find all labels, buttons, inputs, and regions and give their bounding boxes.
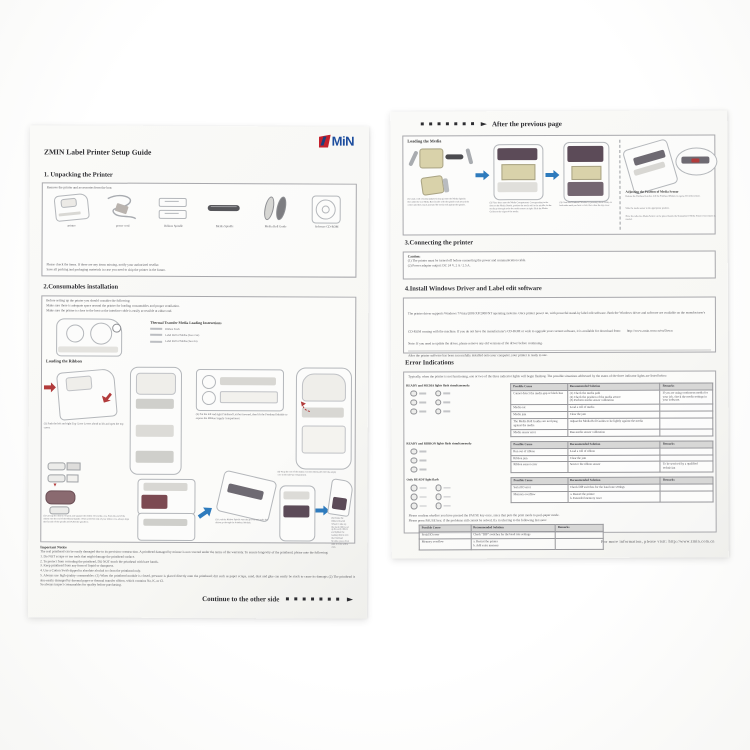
- table-header-cell: Recommended Solution: [567, 441, 660, 448]
- final-error-table: [419, 524, 604, 550]
- item-label: Ribbon Spindle: [164, 223, 184, 228]
- table-cell: a. Restart the printer b. Add extra memory: [471, 539, 556, 550]
- pause-line: Please press PAUSE key; if the problems still cannot be solved, fix it referring to the following list soon:: [408, 517, 547, 523]
- dotted-arrow-icon: ▪ ▪ ▪ ▪ ▪ ▪ ▪: [285, 595, 341, 603]
- unpacking-item: [100, 192, 146, 227]
- table-cell: [660, 418, 713, 429]
- legend-label: Label Roll of Media (Face In): [165, 339, 198, 343]
- item-label: Software CD-ROM: [314, 224, 339, 229]
- caution-box: [403, 250, 716, 279]
- error-table-1: [510, 382, 713, 437]
- consumables-note: Make sure the printer is close to the host so the interface cable is easily accessible at either end.: [46, 307, 173, 313]
- unpacking-items: [43, 190, 356, 228]
- red-dashed-arrow-icon: [300, 401, 312, 413]
- table-cell: [661, 491, 714, 502]
- ribbon-step-caption: (2) Put the left and right Printhead Latches forward, then lift the Printhead Module to expose the Ribbon Supply Compartment.: [195, 412, 288, 420]
- adjusting-line: Slide the media sensor to the appropriate position.: [625, 207, 670, 210]
- error-table: [419, 524, 604, 550]
- item-label: Media Roll Guide: [264, 224, 287, 229]
- table-cell: Ribbon jam: [511, 455, 568, 462]
- arrow-head-icon: ►: [346, 594, 354, 604]
- ribbon-spindle-icon: [151, 193, 197, 223]
- blue-arrow-icon: [196, 503, 215, 521]
- notice-line: So always inspect consumables for quality before purchasing.: [40, 582, 122, 588]
- notice-line: 5. Always use high quality consumables: (1) When the printhead module is closed, pressure is placed directly onto the printhead; dirt such as paper scraps, sand, dust and glue can easily be stuck to cause its damage; (2) The printhead is also easily damaged by thermal paper or thermal transfer ribbon, which contains Na, K, or Cl.: [40, 573, 356, 583]
- error-table-2: [510, 440, 713, 473]
- table-header-cell: Remarks: [660, 477, 713, 484]
- table-cell: Media sensor error: [511, 429, 568, 436]
- table-cell: Media jam: [511, 412, 568, 419]
- error-group: [404, 440, 715, 474]
- media-sensor-diagram: [403, 135, 714, 136]
- table-cell: Clear the jam: [567, 411, 660, 418]
- ribbon-step-caption: (3) Unwrap the ribbon roll pack and separate the ribbon roll and the core. Stick the end of the ribbon onto the end of the Ribbon Spindle. When at the flat side of your ribbon core, always align the flat side of the spindle and PUSH the spindle in.: [43, 515, 129, 524]
- adjusting-line: Note: the reflective Media Sensor can be placed beside the Transmissive Media Sensor if movement is needed.: [625, 215, 716, 221]
- legend-label: Ribbon Stock: [165, 327, 180, 331]
- error-table: [510, 440, 713, 473]
- driver-note: Note: If you need to update the driver, please remove any old versions of the driver before continuing.: [408, 341, 543, 346]
- table-header-cell: Possible Cause: [511, 383, 568, 390]
- download-url: http://www.zmin.com.cn/en/Down: [626, 328, 673, 333]
- ribbon-step-caption: (6) Rotate the Ribbon Rewind Wheel to take up the slack ribbon, set up the early ribbon and tighten the leading ribbon onto the Printhead Module; press down until it locks with a click.: [331, 517, 350, 549]
- important-notice: [40, 545, 355, 588]
- table-cell: Clear the jam: [567, 455, 660, 462]
- table-row: [511, 491, 713, 502]
- table-header-cell: Recommended Solution: [567, 383, 660, 390]
- red-arrow-icon: [102, 393, 112, 403]
- section4-heading: 4.Install Windows Driver and Label edit software: [404, 285, 542, 293]
- page-title: ZMIN Label Printer Setup Guide: [43, 147, 152, 157]
- loading-media-title: Loading the Media: [407, 138, 442, 144]
- notice-line: 1. Do NOT scrape or use tools that might damage the printhead surface.: [40, 554, 136, 559]
- setup-guide-page-front: [28, 125, 369, 618]
- item-label: power cord: [115, 223, 130, 228]
- section1-heading: 1. Unpacking the Printer: [43, 171, 113, 179]
- error-group: [404, 477, 715, 510]
- driver-after: After the printer software has been successfully installed onto your computer, your printer is ready to use.: [408, 349, 711, 358]
- table-row: [511, 461, 713, 472]
- errors-heading: Error Indications: [405, 359, 454, 367]
- table-cell: If you are using continuous media for your job, check the media settings in your software.: [660, 390, 713, 405]
- table-cell: [660, 429, 713, 436]
- media-legend: [150, 321, 221, 344]
- consumables-note: Make sure there is adequate space around the printer for loading consumables and proper ventilation.: [46, 303, 180, 308]
- continue-footer: [202, 594, 353, 604]
- consumables-note: Before setting up the printer you should consider the following:: [46, 298, 131, 303]
- notice-line: The real printhead can be easily damaged due to its precision construction. A printhead damaged by misuse is not covered under the terms of the warranty. To ensure longevity of the printhead, please note the following:: [40, 549, 329, 555]
- section3-heading: 3.Connecting the printer: [404, 239, 474, 247]
- blue-arrow-icon: [545, 170, 559, 180]
- table-cell: Memory overflow: [511, 491, 568, 502]
- adjusting-line: Release the Printhead Latches. Lift the Printhead Module to expose the media sensor.: [625, 195, 701, 198]
- section2-heading: 2.Consumables installation: [43, 283, 119, 291]
- table-cell: Cannot detect the media gap or black line: [511, 390, 568, 405]
- indicator-lights-icon: [410, 390, 504, 415]
- table-cell: (1) Check the media path (2) Check the position of the media sensor (3) Perform media sensor calibration: [567, 390, 660, 405]
- unpacking-box: [41, 182, 356, 277]
- software-cd-icon: [304, 193, 350, 223]
- caution-title: Caution:: [407, 254, 421, 259]
- table-header-cell: Remarks: [660, 383, 713, 390]
- media-step1-diagram: [403, 135, 714, 136]
- table-row: [511, 429, 713, 437]
- after-header-label: After the previous page: [491, 119, 562, 128]
- unpacking-note: Save all packing and packaging materials in case you need to ship the printer in the future.: [46, 267, 166, 273]
- ribbon-step-caption: (1) Push the left and right Top Cover Levers ahead to lift and open the top cover.: [43, 422, 124, 429]
- table-cell: [555, 538, 603, 549]
- error-table: [510, 477, 713, 503]
- table-cell: The Media Roll Guides are not lying against the media: [511, 419, 568, 430]
- legend-swatch-icon: [150, 334, 162, 336]
- notice-line: 2. To protect from corroding the printhead, DO NOT touch the printhead with bare hands.: [40, 558, 159, 564]
- table-header-cell: Possible Cause: [419, 525, 471, 532]
- media-step-caption: (2) Place them onto the Media Compartment. Corresponding to the slots on the Media Stands, position the media roll in the middle; let the media go through under the media sensor at sight. Slide the Media Guides to the edges of the media.: [489, 202, 552, 213]
- error-table: [510, 382, 713, 437]
- table-cell: Serial IO error: [511, 485, 568, 492]
- caution-line: (1) The printer must be turned off before connecting the power and communication cable.: [407, 258, 527, 263]
- indicator-lights-icon: [411, 484, 505, 509]
- blue-arrow-icon: [475, 170, 489, 180]
- errors-intro: Typically, when the printer is not functioning, one or two of the three indicator lights will begin flashing. The possible situations addressed by the states of the three indicator lights are listed below.: [408, 373, 668, 379]
- media-step3-diagram: [403, 135, 714, 136]
- pause-line: Please confirm whether you have pressed the PAUSE key once, since that puts the print mode to peel-paper mode.: [408, 512, 560, 518]
- divider: [619, 140, 620, 230]
- red-arrow-icon: [44, 382, 56, 392]
- media-step-caption: (1) Load a roll of media (labels facing up) onto the Media Spindle; then slide the two Media Roll Guides with the spindle ends toward the center until they touch and hold the media roll against the spindle.: [407, 198, 470, 207]
- power-cord-icon: [100, 192, 146, 222]
- table-cell: To be serviced by a qualified technician: [660, 461, 713, 472]
- table-cell: Service the ribbon sensor: [567, 462, 660, 473]
- dotted-arrow-icon: ▪ ▪ ▪ ▪ ▪ ▪ ▪: [420, 120, 476, 128]
- legend-title: Thermal Transfer Media Loading Instructions: [150, 320, 222, 326]
- error-table-3: [510, 477, 713, 509]
- adjusting-title: Adjusting the Position of Media Sensor: [625, 189, 679, 194]
- unpacking-intro: Remove the printer and accessories from the box:: [46, 185, 113, 190]
- table-cell: Run out of ribbon: [511, 448, 568, 455]
- table-cell: Run media sensor calibration: [567, 429, 660, 436]
- unpacking-item: [151, 193, 197, 228]
- important-notice-title: Important Notice: [40, 545, 67, 550]
- unpacking-item: [253, 193, 299, 228]
- table-cell: Ribbon sensor error: [511, 462, 568, 473]
- ribbon-step-caption: (4) Wrap the rest of the ribbon over the ribbon path onto the empty core in the take-up compartment.: [277, 471, 337, 477]
- zmin-logo: [319, 134, 354, 149]
- legend-label: Label Roll of Media (Face Out): [165, 333, 200, 337]
- table-cell: Serial IO error: [419, 532, 471, 539]
- table-cell: Memory overflow: [419, 539, 471, 550]
- error-group-title: READY and RIBBON lights flash simultaneously: [406, 441, 472, 446]
- footer-url: For more information, please visit: http://www.zmin.com.cn: [601, 538, 715, 544]
- table-cell: Load a roll of media: [567, 404, 660, 411]
- table-header-cell: Remarks: [660, 441, 713, 448]
- red-down-arrow-icon: ▼: [52, 483, 58, 489]
- media-spindle-icon: [202, 193, 248, 223]
- driver-box: [403, 296, 716, 358]
- error-group: [404, 382, 715, 437]
- notice-line: 3. Keep printhead from any form of liquid or dampness.: [40, 563, 115, 568]
- item-label: printer: [67, 223, 76, 228]
- driver-paragraph: The printer driver supports Windows 7/Vista/2003/XP/2000/NT operating systems. Once printer power on, with powerful stand-by label edit software. Both the Windows driver and software are available on the manufacturer's CD-ROM coming with the machine. If you do not have the manufacturer's CD-ROM or wish to upgrade your current software, it is available for download from:: [407, 310, 706, 334]
- table-row: [419, 538, 603, 549]
- media-step-caption: (3) Close the Printhead Module by pressing down firmly on both sides until you hear a click; then close the top cover.: [559, 201, 612, 207]
- error-group-title: Only READY light flash: [406, 477, 439, 482]
- error-group-title: READY and MEDIA lights flash simultaneously: [406, 383, 470, 388]
- indicator-lights-icon: [410, 448, 504, 473]
- table-cell: Check "DIP" switches for the baud rate settings: [471, 532, 556, 539]
- table-cell: a. Restart the printer b. Extended memory reset: [568, 491, 661, 502]
- table-header-cell: Possible Cause: [511, 478, 568, 485]
- legend-swatch-icon: [150, 340, 162, 342]
- setup-guide-page-back: [390, 110, 729, 558]
- notice-line: 4. Use a Cotton Swab dipped in absolute alcohol to clean the printhead only.: [40, 568, 141, 573]
- unpacking-item: [202, 193, 248, 228]
- after-header: [420, 119, 562, 128]
- ribbon-step-caption: (5) Load the Ribbon Spindle onto the grooves and make the ribbon go through the Printhead Module.: [215, 519, 268, 525]
- continue-label: Continue to the other side: [202, 594, 280, 603]
- table-row: [511, 390, 713, 405]
- unpacking-note: Please check the items. If there are any items missing, notify your authorized reseller.: [46, 262, 160, 268]
- table-header-cell: Possible Cause: [511, 441, 568, 448]
- unpacking-item: [49, 192, 95, 227]
- table-cell: Adjust the Media Roll Guides to lie lightly against the media: [567, 418, 660, 429]
- unpacking-item: [304, 193, 350, 228]
- caution-line: (2) Power adapter output: DC 24 V, 2 A / 2.5 A.: [407, 263, 471, 268]
- table-header-cell: Remarks: [555, 525, 603, 532]
- table-row: [511, 418, 713, 429]
- media-roll-guide-icon: [253, 193, 299, 223]
- table-cell: Media out: [511, 405, 568, 412]
- media-step2-diagram: [403, 135, 714, 136]
- table-cell: Load a roll of ribbon: [567, 448, 660, 455]
- table-header-cell: Recommended Solution: [471, 525, 556, 532]
- table-cell: Check DIP switches for the baud rate settings: [568, 484, 661, 491]
- loading-ribbon-label: Loading the Ribbon: [46, 358, 82, 364]
- zmin-logo-text: MiN: [331, 133, 355, 149]
- loading-media-box: [402, 134, 715, 235]
- printer-icon: [49, 192, 95, 222]
- item-label: Media Spindle: [215, 223, 234, 228]
- arrow-head-icon: ►: [480, 119, 487, 129]
- legend-swatch-icon: [150, 328, 162, 330]
- table-header-cell: Recommended Solution: [568, 477, 661, 484]
- zmin-logo-mark-icon: [319, 135, 331, 148]
